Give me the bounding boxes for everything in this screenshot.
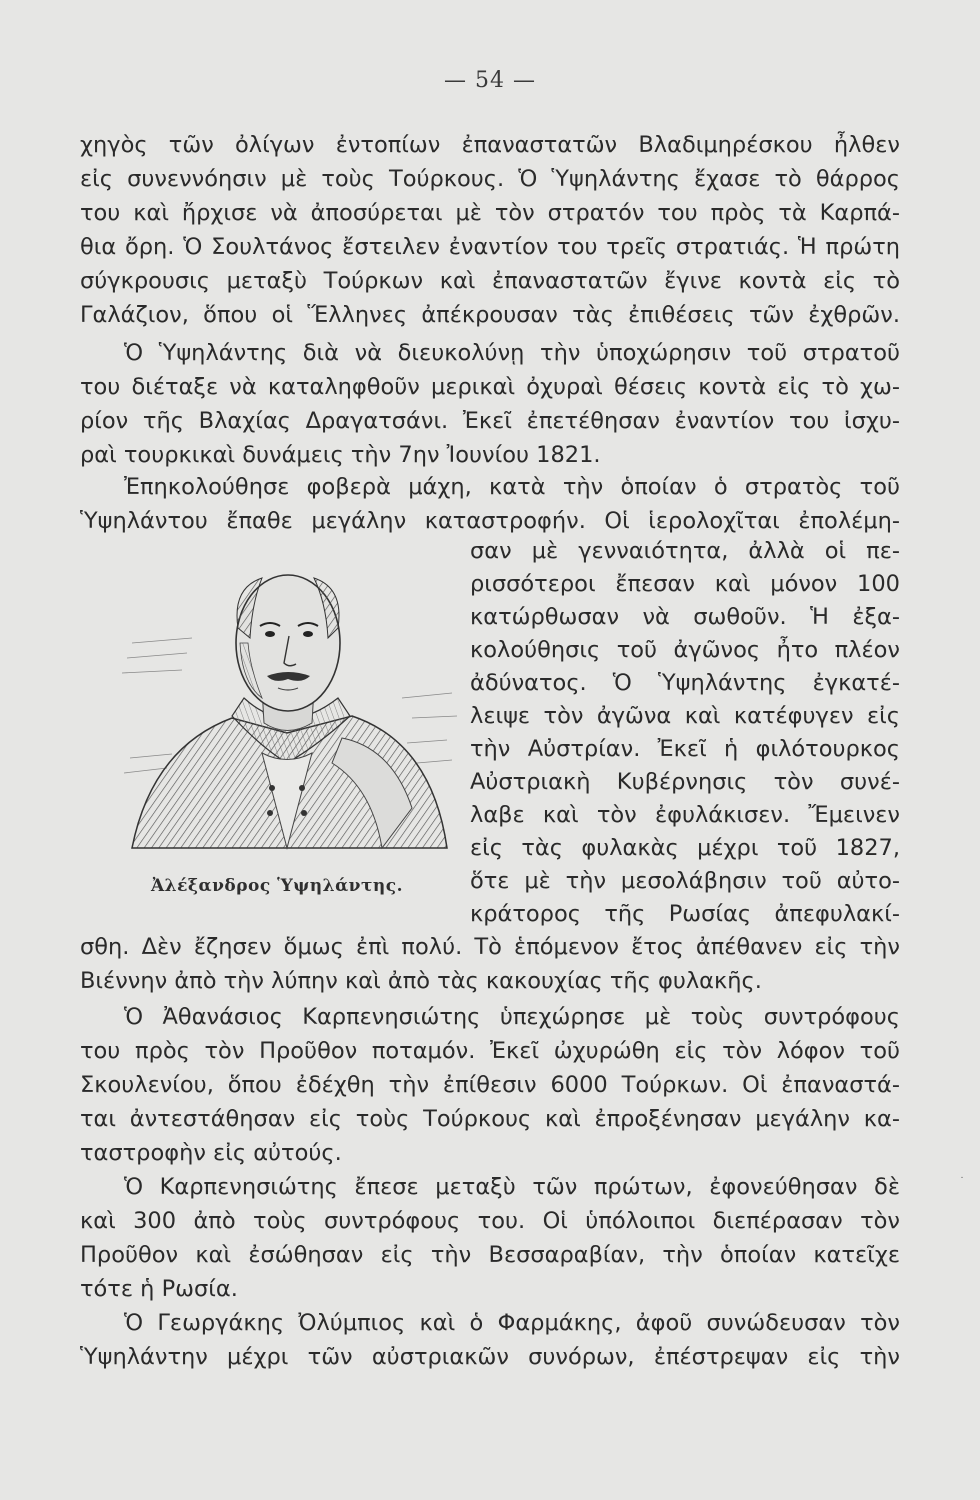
text-line: Βιέννην ἀπὸ τὴν λύπην καὶ ἀπὸ τὰς κακουχίας τῆς φυλακῆς. (80, 968, 762, 994)
text-line: λειψε τὸν ἀγῶνα καὶ κατέφυγεν εἰς (470, 703, 900, 729)
text-line: Ὑψηλάντην μέχρι τῶν αὐστριακῶν συνόρων, ἐπέστρεψαν εἰς τὴν (80, 1344, 900, 1370)
text-line: Ἐπηκολούθησε φοβερὰ μάχη, κατὰ τὴν ὁποίαν ὁ στρατὸς τοῦ (124, 474, 900, 500)
text-line: κράτορος τῆς Ρωσίας ἀπεφυλακί- (470, 901, 900, 927)
text-line: χηγὸς τῶν ὀλίγων ἐντοπίων ἐπαναστατῶν Βλαδιμηρέσκου ἦλθεν (80, 132, 900, 158)
portrait-engraving (112, 548, 462, 868)
text-line: Ὁ Ὑψηλάντης διὰ νὰ διευκολύνῃ τὴν ὑποχώρησιν τοῦ στρατοῦ (124, 340, 900, 366)
text-line: του διέταξε νὰ καταληφθοῦν μερικαὶ ὀχυραὶ θέσεις κοντὰ εἰς τὸ χω- (80, 374, 900, 400)
text-line: Προῦθον καὶ ἐσώθησαν εἰς τὴν Βεσσαραβίαν, τὴν ὁποίαν κατεῖχε (80, 1242, 900, 1268)
text-line: λαβε καὶ τὸν ἐφυλάκισεν. Ἔμεινεν (470, 802, 900, 828)
text-line: ρίον τῆς Βλαχίας Δραγατσάνι. Ἐκεῖ ἐπετέθησαν ἐναντίον του ἰσχυ- (80, 408, 900, 434)
text-line: Σκουλενίου, ὅπου ἐδέχθη τὴν ἐπίθεσιν 6000 Τούρκων. Οἱ ἐπαναστά- (80, 1072, 900, 1098)
portrait-caption: Ἀλέξανδρος Ὑψηλάντης. (150, 876, 404, 896)
page-number: — 54 — (444, 68, 536, 93)
text-line: ραὶ τουρκικαὶ δυνάμεις τὴν 7ην Ἰουνίου 1821. (80, 442, 601, 468)
text-line: Ὁ Καρπενησιώτης ἔπεσε μεταξὺ τῶν πρώτων, ἐφονεύθησαν δὲ (124, 1174, 900, 1200)
text-line: εἰς συνεννόησιν μὲ τοὺς Τούρκους. Ὁ Ὑψηλάντης ἔχασε τὸ θάρρος (80, 166, 900, 192)
text-line: Γαλάζιον, ὅπου οἱ Ἕλληνες ἀπέκρουσαν τὰς ἐπιθέσεις τῶν ἐχθρῶν. (80, 302, 900, 328)
text-line: σαν μὲ γενναιότητα, ἀλλὰ οἱ πε- (470, 538, 900, 564)
text-line: κολούθησις τοῦ ἀγῶνος ἦτο πλέον (470, 637, 900, 663)
text-line: σύγκρουσις μεταξὺ Τούρκων καὶ ἐπαναστατῶν ἔγινε κοντὰ εἰς τὸ (80, 268, 900, 294)
text-line: σθη. Δὲν ἔζησεν ὅμως ἐπὶ πολύ. Τὸ ἑπόμενον ἔτος ἀπέθανεν εἰς τὴν (80, 934, 900, 960)
text-line: ἀδύνατος. Ὁ Ὑψηλάντης ἐγκατέ- (470, 670, 900, 696)
text-line: τότε ἡ Ρωσία. (80, 1276, 238, 1302)
text-line: καὶ 300 ἀπὸ τοὺς συντρόφους του. Οἱ ὑπόλοιποι διεπέρασαν τὸν (80, 1208, 900, 1234)
text-line: ὅτε μὲ τὴν μεσολάβησιν τοῦ αὐτο- (470, 868, 900, 894)
text-line: ται ἀντεστάθησαν εἰς τοὺς Τούρκους καὶ ἐπροξένησαν μεγάλην κα- (80, 1106, 900, 1132)
text-line: ρισσότεροι ἔπεσαν καὶ μόνον 100 (470, 571, 900, 597)
text-line: Ὑψηλάντου ἔπαθε μεγάλην καταστροφήν. Οἱ ἱερολοχῖται ἐπολέμη- (80, 508, 900, 534)
text-line: Ὁ Ἀθανάσιος Καρπενησιώτης ὑπεχώρησε μὲ τοὺς συντρόφους (124, 1004, 900, 1030)
text-line: Ὁ Γεωργάκης Ὀλύμπιος καὶ ὁ Φαρμάκης, ἀφοῦ συνώδευσαν τὸν (124, 1310, 900, 1336)
text-line: Αὐστριακὴ Κυβέρνησις τὸν συνέ- (470, 769, 900, 795)
text-line: θια ὄρη. Ὁ Σουλτάνος ἔστειλεν ἐναντίον του τρεῖς στρατιάς. Ἡ πρώτη (80, 234, 900, 260)
text-line: τὴν Αὐστρίαν. Ἐκεῖ ἡ φιλότουρκος (470, 736, 900, 762)
text-line: του πρὸς τὸν Προῦθον ποταμόν. Ἐκεῖ ὠχυρώθη εἰς τὸν λόφον τοῦ (80, 1038, 900, 1064)
text-line: ταστροφὴν εἰς αὐτούς. (80, 1140, 342, 1166)
text-line: του καὶ ἤρχισε νὰ ἀποσύρεται μὲ τὸν στρατόν του πρὸς τὰ Καρπά- (80, 200, 900, 226)
text-line: εἰς τὰς φυλακὰς μέχρι τοῦ 1827, (470, 835, 900, 861)
text-line: κατώρθωσαν νὰ σωθοῦν. Ἡ ἐξα- (470, 604, 900, 630)
